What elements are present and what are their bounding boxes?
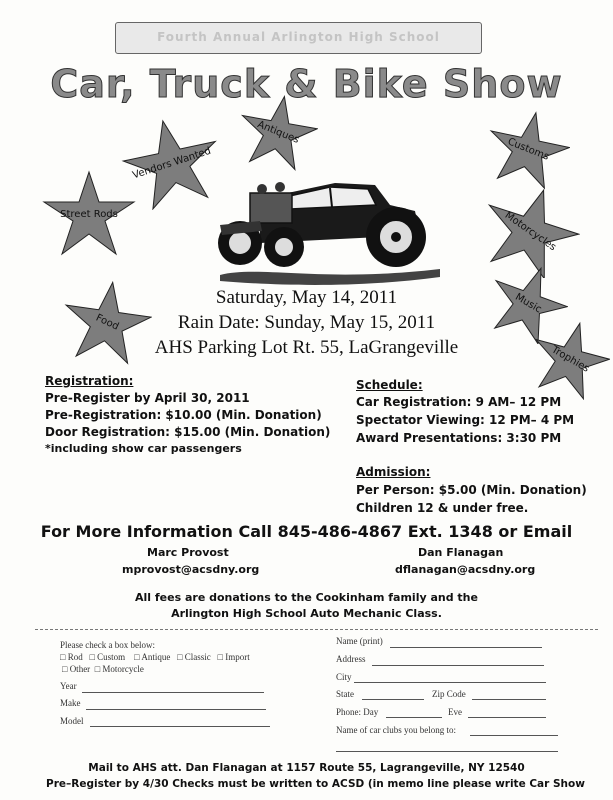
checkbox-classic[interactable]: □ <box>177 652 183 662</box>
form-label-year: Year <box>60 681 77 691</box>
contact-email-1[interactable]: mprovost@acsdny.org <box>122 563 260 576</box>
schedule-heading: Schedule: <box>356 378 423 392</box>
star-label-customs: Customs <box>505 136 551 163</box>
form-label-city: City <box>336 672 352 682</box>
contact-name-1: Marc Provost <box>147 546 229 559</box>
footer-checks-line: Pre–Register by 4/30 Checks must be written to ACSD (in memo line please write Car Show <box>46 778 585 790</box>
address-field[interactable] <box>372 665 544 666</box>
cut-line <box>35 629 598 630</box>
name-field[interactable] <box>390 647 542 648</box>
form-label-state: State <box>336 689 354 699</box>
contact-headline: For More Information Call 845-486-4867 Ext. 1348 or Email <box>40 522 573 541</box>
star-label-antiques: Antiques <box>255 119 301 146</box>
phone-eve-field[interactable] <box>468 717 546 718</box>
form-label-phone-day: Phone: Day <box>336 707 379 717</box>
star-label-street-rods: Street Rods <box>60 209 118 220</box>
zip-field[interactable] <box>472 699 546 700</box>
model-field[interactable] <box>90 726 270 727</box>
hot-rod-illustration <box>200 165 450 290</box>
registration-heading: Registration: <box>45 374 134 388</box>
schedule-line: Spectator Viewing: 12 PM– 4 PM <box>356 413 575 427</box>
clubs-field-2[interactable] <box>336 751 558 752</box>
schedule-line: Award Presentations: 3:30 PM <box>356 431 562 445</box>
year-field[interactable] <box>82 692 264 693</box>
clubs-field[interactable] <box>470 735 558 736</box>
form-label-model: Model <box>60 716 84 726</box>
star-antiques <box>238 94 318 172</box>
donation-line-2: Arlington High School Auto Mechanic Class. <box>171 607 442 620</box>
event-location: AHS Parking Lot Rt. 55, LaGrangeville <box>154 337 459 358</box>
make-field[interactable] <box>86 709 266 710</box>
star-label-vendors: Vendors Wanted <box>131 145 213 182</box>
registration-line: Door Registration: $15.00 (Min. Donation) <box>45 425 331 439</box>
form-options-row-1: □ Rod □ Custom □ Antique □ Classic □ Import <box>60 652 250 662</box>
form-label-clubs: Name of car clubs you belong to: <box>336 725 456 735</box>
form-label-phone-eve: Eve <box>448 707 462 717</box>
state-field[interactable] <box>362 699 424 700</box>
admission-line: Per Person: $5.00 (Min. Donation) <box>356 483 587 497</box>
registration-note: *including show car passengers <box>45 442 242 455</box>
registration-line: Pre-Register by April 30, 2011 <box>45 391 250 405</box>
banner-text: Fourth Annual Arlington High School <box>157 30 440 44</box>
footer-mail-line: Mail to AHS att. Dan Flanagan at 1157 Route 55, Lagrangeville, NY 12540 <box>88 762 525 774</box>
admission-line: Children 12 & under free. <box>356 501 529 515</box>
star-street-rods <box>42 170 136 260</box>
contact-name-2: Dan Flanagan <box>418 546 504 559</box>
registration-line: Pre-Registration: $10.00 (Min. Donation) <box>45 408 322 422</box>
page-title: Car, Truck & Bike Show <box>50 62 563 106</box>
checkbox-motorcycle[interactable]: □ <box>94 664 101 674</box>
star-label-trophies: Trophies <box>549 344 591 375</box>
header-banner <box>115 22 482 54</box>
phone-day-field[interactable] <box>386 717 442 718</box>
event-rain-date: Rain Date: Sunday, May 15, 2011 <box>177 312 436 333</box>
event-date: Saturday, May 14, 2011 <box>215 287 398 308</box>
contact-email-2[interactable]: dflanagan@acsdny.org <box>395 563 536 576</box>
checkbox-custom[interactable]: □ <box>89 652 95 662</box>
checkbox-rod[interactable]: □ <box>60 652 66 662</box>
city-field[interactable] <box>354 682 546 683</box>
form-check-prompt: Please check a box below: <box>60 640 155 650</box>
star-label-food: Food <box>94 312 121 333</box>
form-label-address: Address <box>336 654 366 664</box>
schedule-line: Car Registration: 9 AM– 12 PM <box>356 395 562 409</box>
checkbox-import[interactable]: □ <box>217 652 223 662</box>
star-label-motorcycles: Motorcycles <box>502 209 558 254</box>
donation-line-1: All fees are donations to the Cookinham family and the <box>135 591 478 604</box>
checkbox-other[interactable]: □ <box>62 664 68 674</box>
form-options-row-2: □ Other □ Motorcycle <box>62 664 144 674</box>
star-label-music: Music <box>513 291 544 316</box>
form-label-make: Make <box>60 698 81 708</box>
form-label-zip: Zip Code <box>432 689 466 699</box>
checkbox-antique[interactable]: □ <box>134 652 140 662</box>
form-label-name: Name (print) <box>336 636 383 646</box>
admission-heading: Admission: <box>356 465 431 479</box>
